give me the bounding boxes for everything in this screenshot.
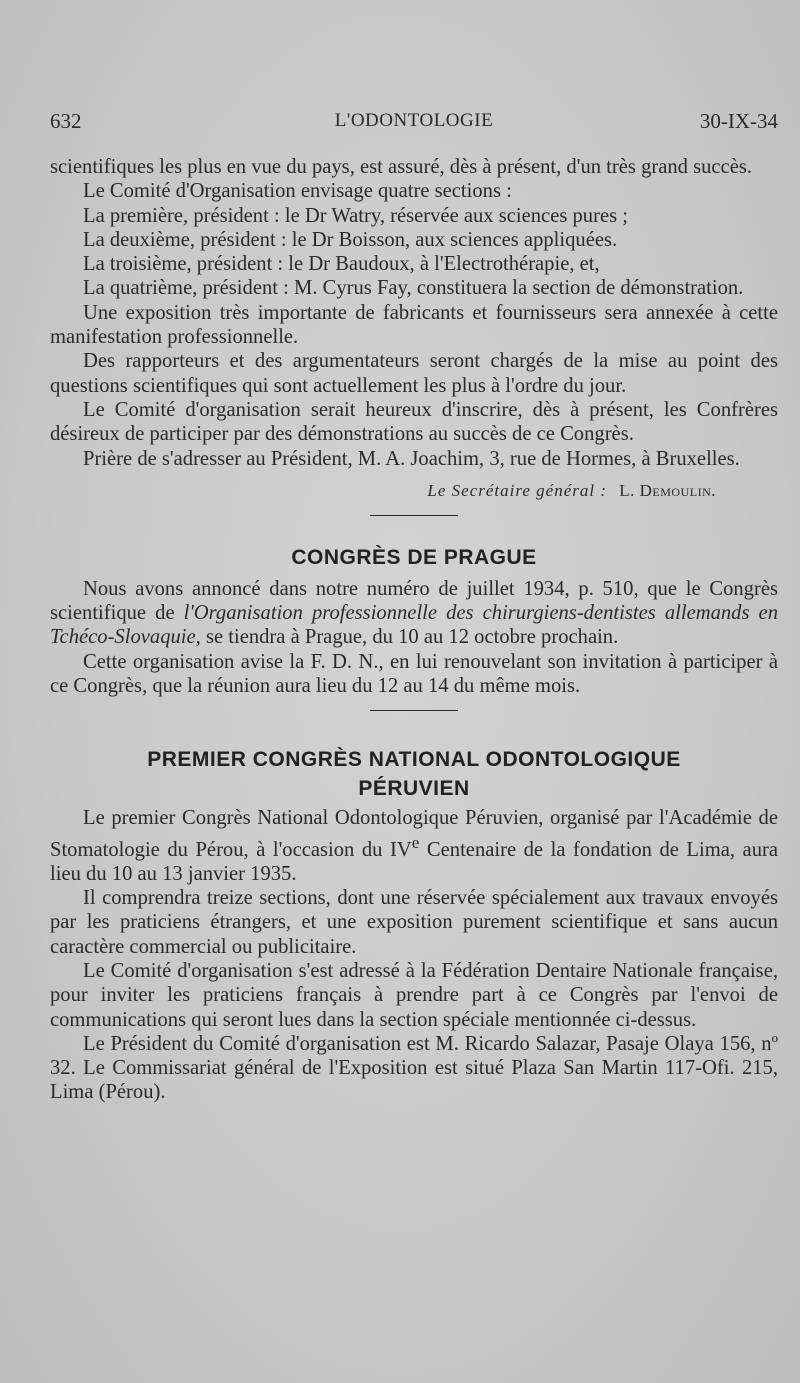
organisation-name: l'Organisation professionnelle des chirurgiens-dentistes allemands en Tchéco-Slovaquie, — [50, 602, 778, 649]
text-run: Le premier Congrès National Odontologique Péruvien, organisé par l'Académie de Stomatologie du Pérou, à l'occasion du IV — [50, 807, 778, 861]
signature-title: Le Secrétaire général : — [427, 480, 607, 500]
paragraph — [50, 806, 778, 886]
page-body — [50, 155, 778, 1105]
section-divider — [370, 515, 458, 516]
paragraph: Le Comité d'organisation s'est adressé à la Fédération Dentaire Nationale française, pour inviter les praticiens français à prendre part à ce Congrès par l'envoi de communications qui seront lues dans la section spéciale mentionnée ci-dessus. — [50, 959, 778, 1031]
text-run: se tiendra à Prague, du 10 au 12 octobre prochain. — [200, 626, 619, 649]
paragraph: Une exposition très importante de fabricants et fournisseurs sera annexée à cette manifestation professionnelle. — [50, 301, 778, 349]
paragraph: La première, président : le Dr Watry, réservée aux sciences pures ; — [83, 204, 628, 227]
section-heading-prague: CONGRÈS DE PRAGUE — [291, 545, 537, 569]
running-head — [50, 106, 778, 136]
paragraph: Cette organisation avise la F. D. N., en lui renouvelant son invitation à participer à ce Congrès, que la réunion aura lieu du 12 au 14 du même mois. — [50, 650, 778, 698]
paragraph: Prière de s'adresser au Président, M. A. Joachim, 3, rue de Hormes, à Bruxelles. — [83, 447, 740, 470]
paragraph: La deuxième, président : le Dr Boisson, aux sciences appliquées. — [83, 228, 618, 251]
paragraph: Le Comité d'organisation serait heureux d'inscrire, dès à présent, les Confrères désireux de participer par des démonstrations au succès de ce Congrès. — [50, 398, 778, 446]
paragraph: Des rapporteurs et des argumentateurs seront chargés de la mise au point des questions scientifiques qui sont actuellement les plus à l'ordre du jour. — [50, 350, 778, 397]
heading-line: PREMIER CONGRÈS NATIONAL ODONTOLOGIQUE — [147, 748, 681, 772]
paragraph: La troisième, président : le Dr Baudoux, à l'Electrothérapie, et, — [83, 253, 600, 276]
issue-date: 30-IX-34 — [699, 109, 778, 133]
signature — [50, 479, 716, 503]
section-heading-peru — [50, 745, 778, 803]
paragraph — [50, 577, 778, 650]
paragraph: Le Président du Comité d'organisation est M. Ricardo Salazar, Pasaje Olaya 156, nº 32. Le Commissariat général de l'Exposition est situé Plaza San Martin 117-Ofi. 215, Lima (Pérou). — [50, 1032, 778, 1104]
section-divider — [370, 710, 458, 711]
paragraph: scientifiques les plus en vue du pays, est assuré, dès à présent, d'un très grand succès. — [50, 156, 752, 178]
superscript: e — [411, 832, 420, 852]
paragraph: Il comprendra treize sections, dont une réservée spécialement aux travaux envoyés par les praticiens étrangers, et une exposition purement scientifique et sans aucun caractère commercial ou publicitaire. — [50, 887, 778, 958]
paragraph: Le Comité d'Organisation envisage quatre sections : — [83, 180, 512, 203]
heading-line: PÉRUVIEN — [358, 777, 470, 801]
journal-title: L'ODONTOLOGIE — [334, 110, 494, 131]
paragraph: La quatrième, président : M. Cyrus Fay, constituera la section de démonstration. — [83, 277, 744, 300]
text-run: Nous avons annoncé dans notre numéro de juillet 1934, p. 510, que le Congrès scientifique de — [50, 577, 778, 625]
text-run: Centenaire de la fondation de Lima, aura lieu du 10 au 13 janvier 1935. — [50, 838, 778, 885]
signature-name: L. Demoulin. — [619, 480, 716, 500]
page-number: 632 — [50, 109, 82, 133]
